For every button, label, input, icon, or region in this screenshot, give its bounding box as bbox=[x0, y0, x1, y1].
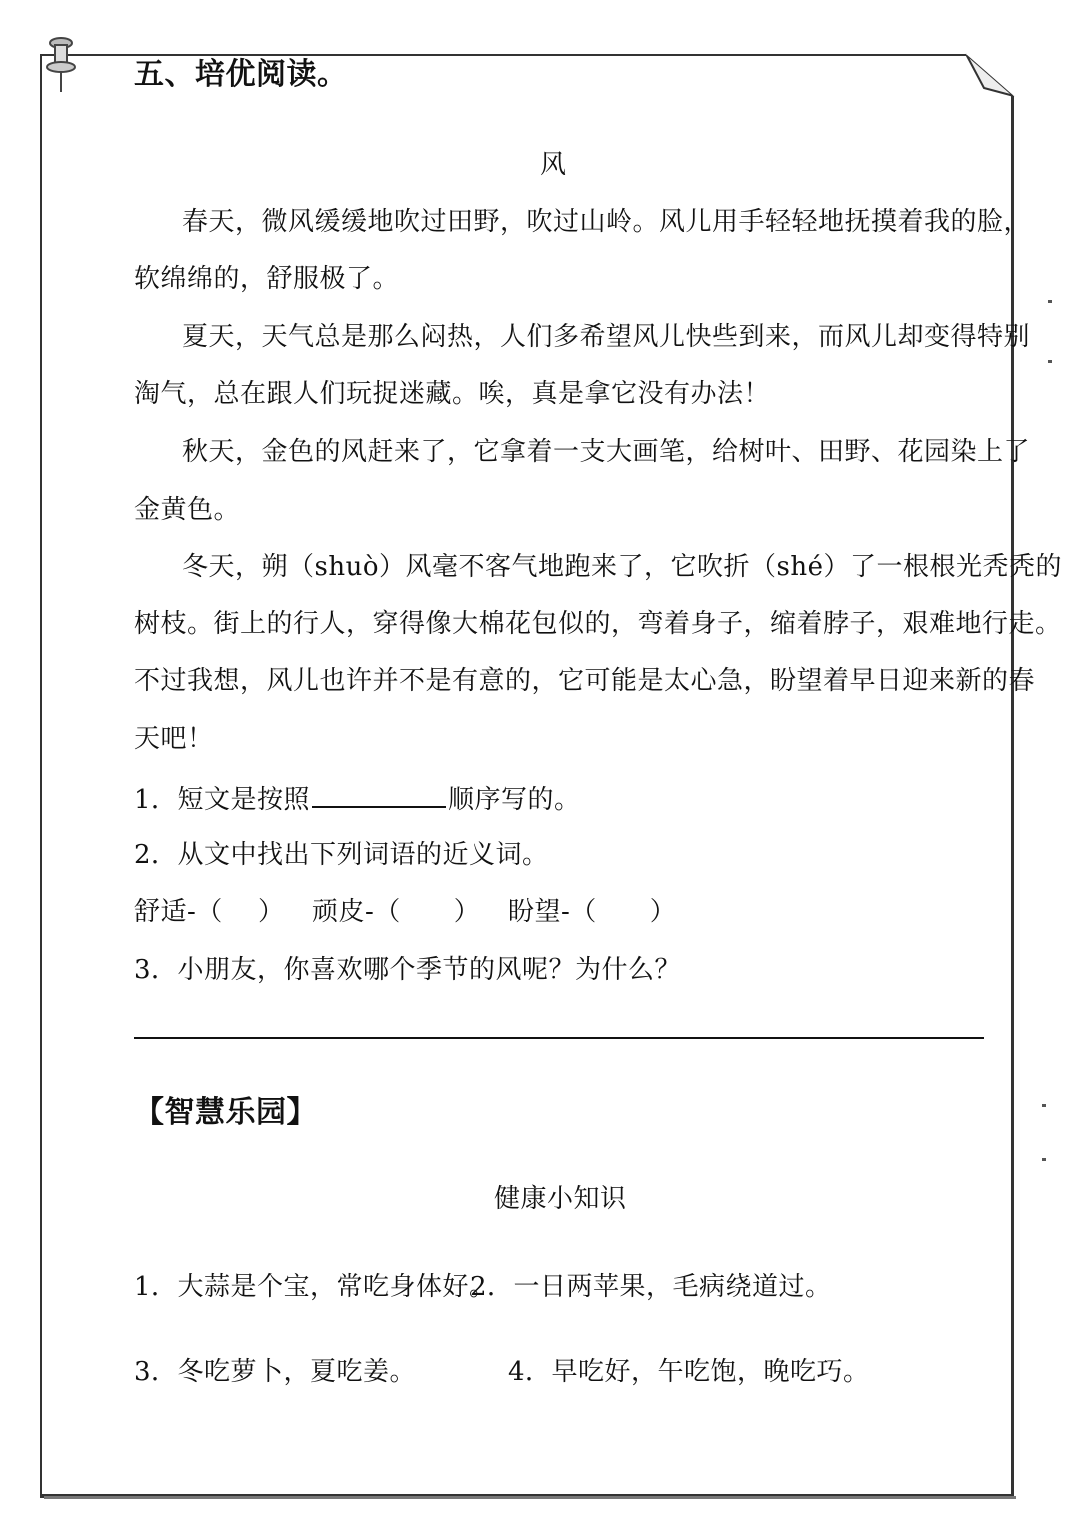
page-shadow bbox=[44, 1496, 1016, 1499]
wisdom-heading: 【智慧乐园】 bbox=[134, 1095, 317, 1130]
page-fold-corner bbox=[964, 52, 1016, 98]
health-tip: 2．一日两苹果，毛病绕道过。 bbox=[470, 1272, 832, 1302]
passage-line: 树枝。街上的行人，穿得像大棉花包似的，弯着身子，缩着脖子，艰难地行走。 bbox=[134, 609, 1062, 639]
question-2: 2．从文中找出下列词语的近义词。 bbox=[134, 840, 549, 870]
scan-speck bbox=[1048, 360, 1052, 363]
scan-speck bbox=[1048, 300, 1052, 303]
passage-line: 不过我想，风儿也许并不是有意的，它可能是太心急，盼望着早日迎来新的春 bbox=[134, 666, 1036, 696]
health-tip: 1．大蒜是个宝，常吃身体好。 bbox=[134, 1272, 496, 1302]
question-1 bbox=[134, 780, 581, 817]
answer-line bbox=[134, 1037, 984, 1039]
answer-blank[interactable] bbox=[312, 780, 446, 808]
section-title: 五、培优阅读。 bbox=[134, 57, 348, 92]
passage-line: 冬天，朔（shuò）风毫不客气地跑来了，它吹折（shé）了一根根光秃秃的 bbox=[182, 552, 1062, 582]
wisdom-subtitle: 健康小知识 bbox=[494, 1184, 627, 1214]
passage-line: 软绵绵的，舒服极了。 bbox=[134, 264, 400, 294]
passage-line: 金黄色。 bbox=[134, 495, 241, 525]
health-tip: 3．冬吃萝卜，夏吃姜。 bbox=[134, 1357, 417, 1387]
passage-line: 天吧！ bbox=[134, 724, 214, 754]
question-1-prefix: 1．短文是按照 bbox=[134, 785, 311, 815]
synonym-item: 顽皮-（ ） bbox=[312, 897, 481, 927]
passage-line: 夏天，天气总是那么闷热，人们多希望风儿快些到来，而风儿却变得特别 bbox=[182, 322, 1031, 352]
pushpin-icon bbox=[44, 36, 78, 94]
passage-line: 淘气，总在跟人们玩捉迷藏。唉，真是拿它没有办法！ bbox=[134, 379, 771, 409]
health-tip: 4．早吃好，午吃饱，晚吃巧。 bbox=[508, 1357, 870, 1387]
scan-speck bbox=[1042, 1104, 1046, 1107]
passage-title: 风 bbox=[540, 150, 567, 180]
scan-speck bbox=[1042, 1158, 1046, 1161]
passage-line: 秋天，金色的风赶来了，它拿着一支大画笔，给树叶、田野、花园染上了 bbox=[182, 437, 1031, 467]
question-3: 3．小朋友，你喜欢哪个季节的风呢？为什么？ bbox=[134, 955, 682, 985]
synonym-item: 舒适-（ ） bbox=[134, 897, 285, 927]
question-1-suffix: 顺序写的。 bbox=[448, 785, 581, 815]
passage-line: 春天，微风缓缓地吹过田野，吹过山岭。风儿用手轻轻地抚摸着我的脸， bbox=[182, 207, 1031, 237]
synonym-item: 盼望-（ ） bbox=[508, 897, 677, 927]
